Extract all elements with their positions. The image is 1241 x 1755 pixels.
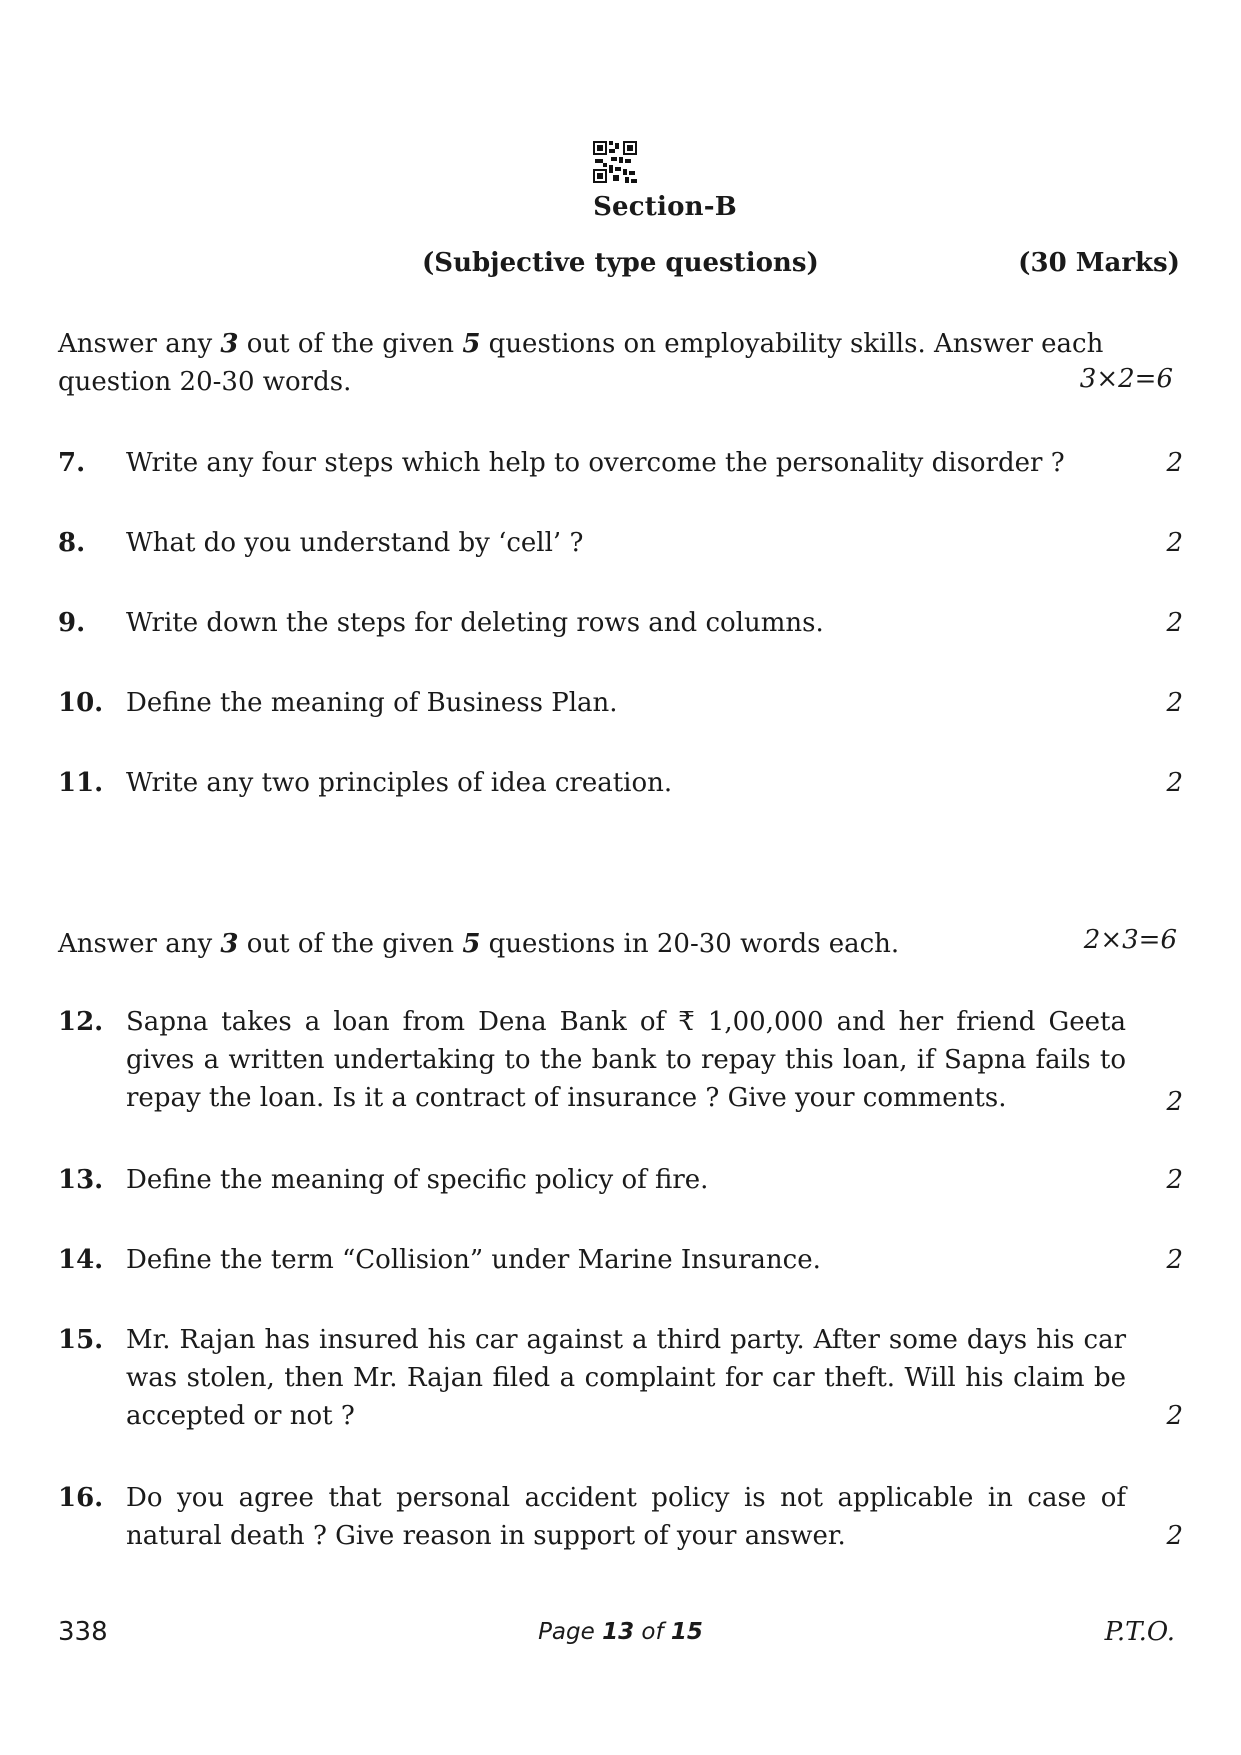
question-item [58, 764, 1183, 804]
part2-marks: 2×3=6 [1083, 925, 1177, 955]
question-text: Mr. Rajan has insured his car against a third party. After some days his car was stolen, then Mr. Rajan filed a complaint for car theft. Will his claim be accepted or not ? [126, 1325, 1126, 1431]
question-text: Write down the steps for deleting rows and columns. [126, 608, 824, 638]
question-number: 16. [58, 1483, 104, 1513]
question-item [58, 684, 1183, 724]
question-text: Define the meaning of Business Plan. [126, 688, 618, 718]
section-marks: (30 Marks) [1018, 248, 1180, 278]
question-text: Write any two principles of idea creation. [126, 768, 673, 798]
question-mark: 2 [1166, 528, 1183, 558]
question-number: 15. [58, 1325, 104, 1355]
question-mark: 2 [1166, 1245, 1183, 1275]
question-number: 9. [58, 608, 86, 638]
pto-label: P.T.O. [1104, 1617, 1175, 1647]
question-text: What do you understand by ‘cell’ ? [126, 528, 584, 558]
paper-code: 338 [58, 1617, 108, 1647]
question-mark: 2 [1166, 608, 1183, 638]
question-mark: 2 [1166, 1401, 1183, 1431]
question-mark: 2 [1166, 768, 1183, 798]
question-item [58, 1003, 1183, 1123]
question-item [58, 1161, 1183, 1201]
question-mark: 2 [1166, 1521, 1183, 1551]
page-number: Page 13 of 15 [538, 1619, 703, 1645]
question-number: 10. [58, 688, 104, 718]
part1-marks: 3×2=6 [1079, 364, 1173, 394]
part2-instruction: Answer any 3 out of the given 5 questions in 20-30 words each. [58, 929, 900, 959]
question-item [58, 1321, 1183, 1441]
question-text: Sapna takes a loan from Dena Bank of ₹ 1,00,000 and her friend Geeta gives a written undertaking to the bank to repay this loan, if Sapna fails to repay the loan. Is it a contract of insurance ? Give your comments. [126, 1007, 1126, 1113]
section-title: Section-B [593, 192, 737, 222]
question-mark: 2 [1166, 448, 1183, 478]
question-number: 13. [58, 1165, 104, 1195]
question-number: 14. [58, 1245, 104, 1275]
question-number: 8. [58, 528, 86, 558]
section-subtitle: (Subjective type questions) [422, 248, 819, 278]
question-item [58, 1479, 1183, 1559]
question-number: 7. [58, 448, 86, 478]
question-item [58, 1241, 1183, 1281]
question-mark: 2 [1166, 1087, 1183, 1117]
question-number: 12. [58, 1007, 104, 1037]
question-text: Write any four steps which help to overcome the personality disorder ? [126, 448, 1065, 478]
question-mark: 2 [1166, 1165, 1183, 1195]
qr-code-icon [593, 141, 637, 183]
question-number: 11. [58, 768, 104, 798]
part1-instruction: Answer any 3 out of the given 5 questions on employability skills. Answer each question 20-30 words. [58, 329, 1104, 397]
question-text: Do you agree that personal accident policy is not applicable in case of natural death ? Give reason in support of your answer. [126, 1483, 1126, 1551]
question-item [58, 524, 1183, 564]
question-text: Define the meaning of specific policy of fire. [126, 1165, 709, 1195]
question-text: Define the term “Collision” under Marine Insurance. [126, 1245, 821, 1275]
question-item [58, 444, 1183, 484]
question-mark: 2 [1166, 688, 1183, 718]
question-item [58, 604, 1183, 644]
